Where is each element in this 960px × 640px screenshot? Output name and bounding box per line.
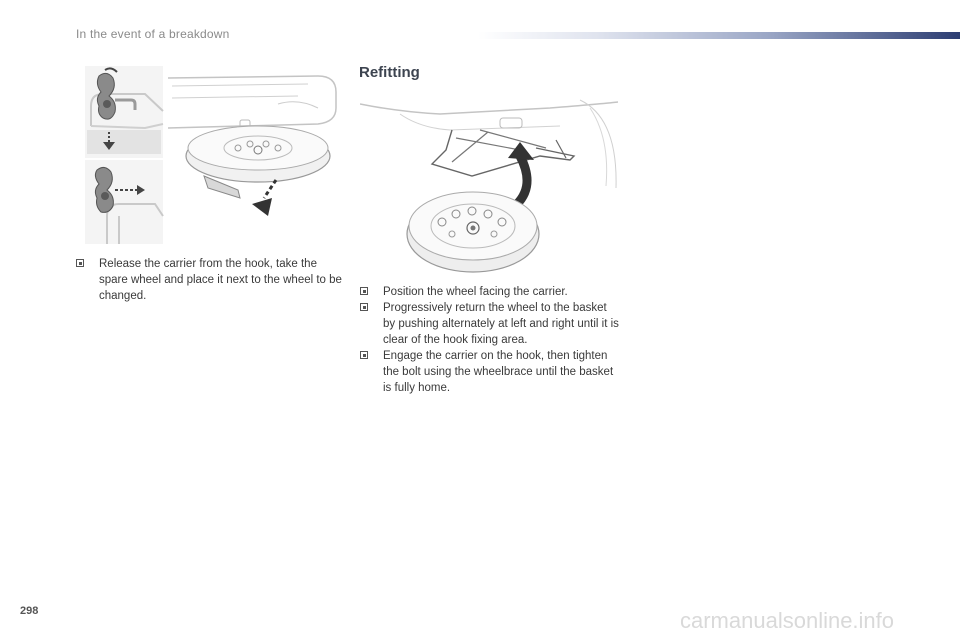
refitting-instruction-list bbox=[360, 284, 622, 396]
square-bullet-icon bbox=[360, 351, 368, 359]
watermark-text: carmanualsonline.info bbox=[680, 608, 895, 633]
section-heading-refitting: Refitting bbox=[359, 64, 420, 81]
list-item: Engage the carrier on the hook, then tighten the bolt using the wheelbrace until the basket is fully home. bbox=[360, 348, 622, 396]
refitting-wheel-illustration bbox=[360, 98, 620, 276]
page-section-title: In the event of a breakdown bbox=[76, 27, 230, 41]
square-bullet-icon bbox=[76, 259, 84, 267]
list-item: Progressively return the wheel to the basket by pushing alternately at left and right until it is clear of the hook fixing area. bbox=[360, 300, 622, 348]
left-instruction-list bbox=[76, 256, 344, 304]
header-gradient-bar bbox=[478, 32, 960, 39]
hook-detail-illustration bbox=[85, 66, 165, 246]
square-bullet-icon bbox=[360, 287, 368, 295]
list-item: Position the wheel facing the carrier. bbox=[360, 284, 622, 300]
spare-wheel-removal-illustration bbox=[168, 68, 338, 228]
list-item: Release the carrier from the hook, take the spare wheel and place it next to the wheel to be changed. bbox=[76, 256, 344, 304]
page-number: 298 bbox=[20, 605, 39, 617]
square-bullet-icon bbox=[360, 303, 368, 311]
